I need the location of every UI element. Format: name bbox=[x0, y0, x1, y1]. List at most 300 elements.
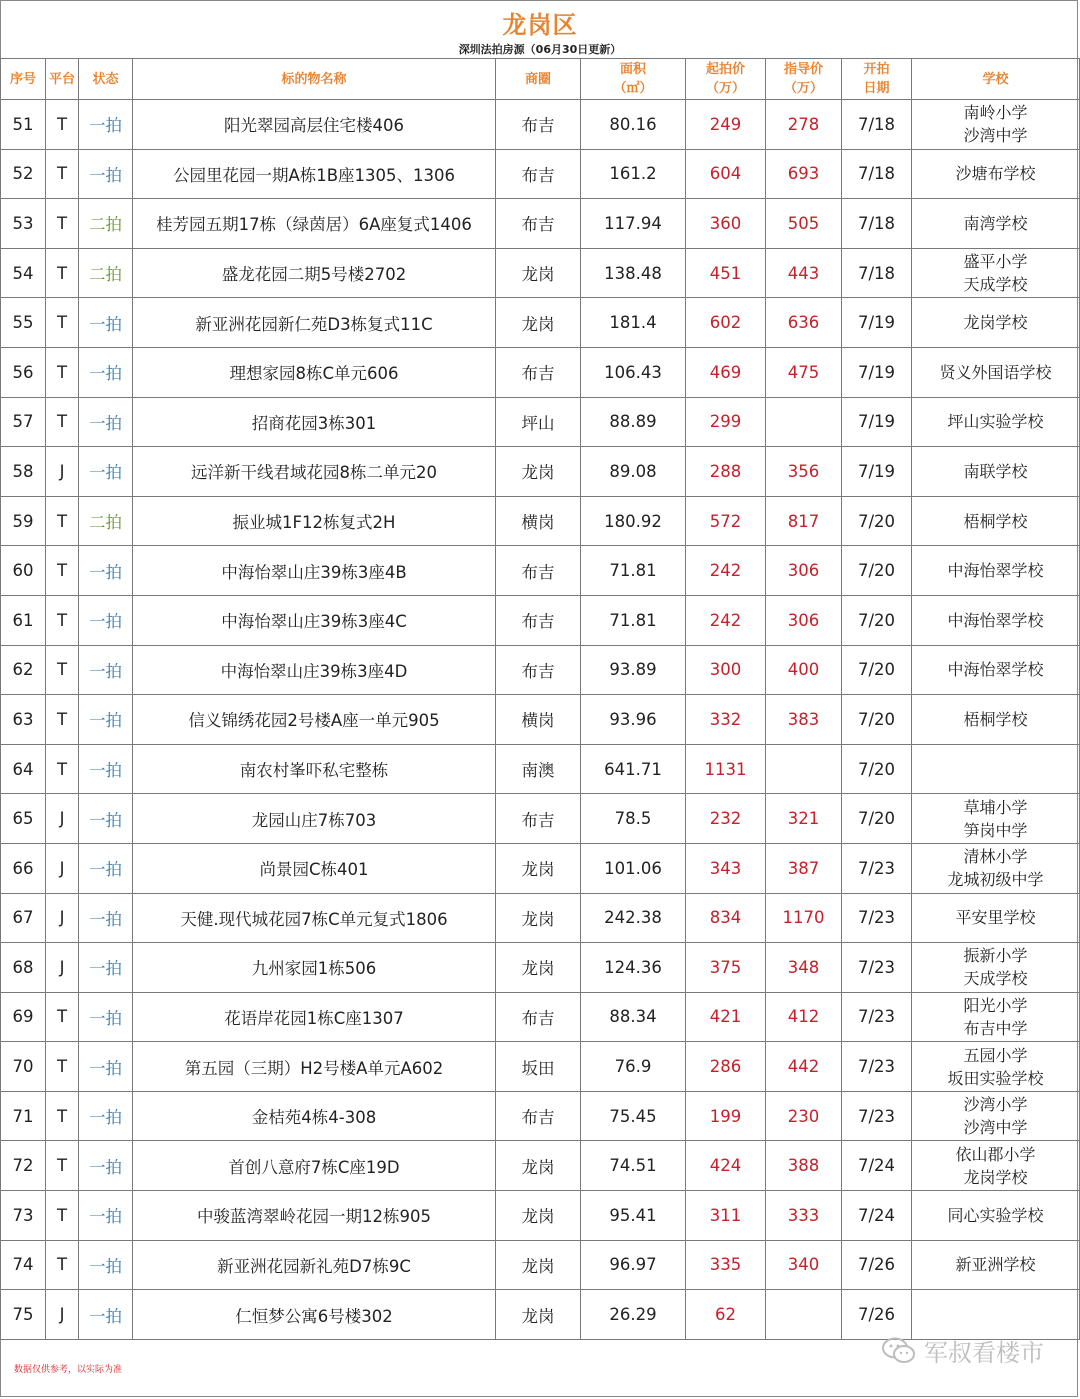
cell-seq: 69 bbox=[1, 992, 46, 1042]
cell-property-name: 第五园（三期）H2号楼A单元A602 bbox=[133, 1042, 496, 1092]
cell-property-name: 龙园山庄7栋703 bbox=[133, 794, 496, 844]
cell-start-price: 299 bbox=[686, 397, 766, 447]
wechat-icon bbox=[882, 1337, 916, 1365]
cell-area: 横岗 bbox=[496, 496, 581, 546]
cell-guide-price: 412 bbox=[766, 992, 842, 1042]
cell-start-price: 572 bbox=[686, 496, 766, 546]
cell-platform: T bbox=[46, 347, 79, 397]
school-line: 南湾学校 bbox=[963, 213, 1028, 233]
cell-seq: 61 bbox=[1, 595, 46, 645]
cell-area: 龙岗 bbox=[496, 1191, 581, 1241]
table-row bbox=[1, 992, 1080, 1042]
cell-start-price: 360 bbox=[686, 199, 766, 249]
cell-date: 7/18 bbox=[842, 100, 912, 150]
cell-area: 布吉 bbox=[496, 645, 581, 695]
cell-date: 7/18 bbox=[842, 149, 912, 199]
cell-guide-price: 230 bbox=[766, 1091, 842, 1141]
cell-seq: 54 bbox=[1, 248, 46, 298]
cell-area: 龙岗 bbox=[496, 893, 581, 943]
cell-property-name: 中海怡翠山庄39栋3座4C bbox=[133, 595, 496, 645]
cell-status: 一拍 bbox=[79, 546, 133, 596]
cell-property-name: 仁恒梦公寓6号楼302 bbox=[133, 1290, 496, 1340]
table-row bbox=[1, 347, 1080, 397]
cell-platform: J bbox=[46, 1290, 79, 1340]
cell-property-name: 远洋新干线君域花园8栋二单元20 bbox=[133, 447, 496, 497]
table-row bbox=[1, 695, 1080, 745]
cell-property-name: 花语岸花园1栋C座1307 bbox=[133, 992, 496, 1042]
cell-school bbox=[912, 1240, 1080, 1290]
cell-status: 一拍 bbox=[79, 298, 133, 348]
table-header-row bbox=[1, 59, 1080, 100]
header-school: 学校 bbox=[912, 59, 1080, 100]
school-line: 贤义外国语学校 bbox=[939, 362, 1052, 382]
school-line: 中海怡翠学校 bbox=[947, 660, 1044, 680]
cell-area: 龙岗 bbox=[496, 943, 581, 993]
cell-school bbox=[912, 149, 1080, 199]
cell-status: 一拍 bbox=[79, 992, 133, 1042]
cell-property-name: 盛龙花园二期5号楼2702 bbox=[133, 248, 496, 298]
cell-status: 一拍 bbox=[79, 397, 133, 447]
table-row bbox=[1, 298, 1080, 348]
school-line: 清林小学 bbox=[963, 847, 1028, 867]
cell-seq: 62 bbox=[1, 645, 46, 695]
table-row bbox=[1, 199, 1080, 249]
cell-seq: 66 bbox=[1, 843, 46, 893]
cell-school bbox=[912, 447, 1080, 497]
school-line: 沙湾中学 bbox=[963, 1118, 1028, 1138]
cell-school bbox=[912, 645, 1080, 695]
cell-guide-price: 387 bbox=[766, 843, 842, 893]
cell-platform: T bbox=[46, 595, 79, 645]
school-line: 新亚洲学校 bbox=[955, 1255, 1036, 1275]
cell-platform: J bbox=[46, 893, 79, 943]
cell-area: 布吉 bbox=[496, 546, 581, 596]
header-date: 开拍 日期 bbox=[842, 59, 912, 100]
header-status: 状态 bbox=[79, 59, 133, 100]
table-row bbox=[1, 149, 1080, 199]
cell-area: 龙岗 bbox=[496, 248, 581, 298]
school-line: 布吉中学 bbox=[963, 1018, 1028, 1038]
school-line: 笋岗中学 bbox=[963, 820, 1028, 840]
table-row bbox=[1, 496, 1080, 546]
cell-guide-price: 693 bbox=[766, 149, 842, 199]
cell-platform: T bbox=[46, 1042, 79, 1092]
cell-area: 布吉 bbox=[496, 100, 581, 150]
cell-start-price: 451 bbox=[686, 248, 766, 298]
cell-platform: T bbox=[46, 645, 79, 695]
cell-area: 坪山 bbox=[496, 397, 581, 447]
cell-start-price: 62 bbox=[686, 1290, 766, 1340]
listing-table bbox=[0, 58, 1080, 1340]
cell-guide-price: 306 bbox=[766, 595, 842, 645]
cell-size: 71.81 bbox=[581, 546, 686, 596]
school-line: 天成学校 bbox=[963, 275, 1028, 295]
cell-platform: T bbox=[46, 397, 79, 447]
cell-status: 一拍 bbox=[79, 1141, 133, 1191]
table-row bbox=[1, 595, 1080, 645]
cell-platform: T bbox=[46, 1240, 79, 1290]
cell-status: 一拍 bbox=[79, 1191, 133, 1241]
cell-area: 龙岗 bbox=[496, 1240, 581, 1290]
table-row bbox=[1, 893, 1080, 943]
school-line: 盛平小学 bbox=[963, 252, 1028, 272]
school-line: 中海怡翠学校 bbox=[947, 610, 1044, 630]
school-line: 龙岗学校 bbox=[963, 313, 1028, 333]
cell-start-price: 249 bbox=[686, 100, 766, 150]
school-line: 同心实验学校 bbox=[947, 1205, 1044, 1225]
cell-date: 7/20 bbox=[842, 546, 912, 596]
cell-status: 一拍 bbox=[79, 149, 133, 199]
cell-status: 一拍 bbox=[79, 843, 133, 893]
cell-property-name: 桂芳园五期17栋（绿茵居）6A座复式1406 bbox=[133, 199, 496, 249]
school-line: 梧桐学校 bbox=[963, 511, 1028, 531]
cell-size: 93.96 bbox=[581, 695, 686, 745]
cell-date: 7/23 bbox=[842, 843, 912, 893]
cell-school bbox=[912, 1042, 1080, 1092]
cell-size: 181.4 bbox=[581, 298, 686, 348]
cell-date: 7/20 bbox=[842, 496, 912, 546]
header-seq: 序号 bbox=[1, 59, 46, 100]
cell-status: 一拍 bbox=[79, 1240, 133, 1290]
cell-area: 龙岗 bbox=[496, 447, 581, 497]
cell-property-name: 招商花园3栋301 bbox=[133, 397, 496, 447]
cell-guide-price: 505 bbox=[766, 199, 842, 249]
table-row bbox=[1, 794, 1080, 844]
cell-size: 89.08 bbox=[581, 447, 686, 497]
cell-area: 横岗 bbox=[496, 695, 581, 745]
school-line: 天成学校 bbox=[963, 969, 1028, 989]
page-title: 龙岗区 bbox=[502, 11, 578, 39]
cell-school bbox=[912, 943, 1080, 993]
cell-date: 7/23 bbox=[842, 943, 912, 993]
cell-start-price: 242 bbox=[686, 595, 766, 645]
cell-size: 106.43 bbox=[581, 347, 686, 397]
cell-school bbox=[912, 695, 1080, 745]
cell-start-price: 332 bbox=[686, 695, 766, 745]
cell-date: 7/26 bbox=[842, 1290, 912, 1340]
cell-date: 7/20 bbox=[842, 744, 912, 794]
cell-guide-price: 1170 bbox=[766, 893, 842, 943]
cell-start-price: 335 bbox=[686, 1240, 766, 1290]
cell-size: 180.92 bbox=[581, 496, 686, 546]
cell-size: 138.48 bbox=[581, 248, 686, 298]
cell-school bbox=[912, 744, 1080, 794]
cell-status: 一拍 bbox=[79, 645, 133, 695]
cell-seq: 64 bbox=[1, 744, 46, 794]
cell-school bbox=[912, 496, 1080, 546]
school-line: 平安里学校 bbox=[955, 908, 1036, 928]
school-line: 沙塘布学校 bbox=[955, 164, 1036, 184]
school-line: 沙湾小学 bbox=[963, 1095, 1028, 1115]
cell-date: 7/19 bbox=[842, 397, 912, 447]
page-subtitle: 深圳法拍房源（06月30日更新） bbox=[458, 43, 622, 56]
cell-seq: 53 bbox=[1, 199, 46, 249]
header-platform: 平台 bbox=[46, 59, 79, 100]
cell-date: 7/24 bbox=[842, 1191, 912, 1241]
cell-seq: 67 bbox=[1, 893, 46, 943]
cell-status: 一拍 bbox=[79, 1042, 133, 1092]
cell-date: 7/19 bbox=[842, 347, 912, 397]
cell-seq: 52 bbox=[1, 149, 46, 199]
cell-date: 7/20 bbox=[842, 595, 912, 645]
cell-guide-price: 443 bbox=[766, 248, 842, 298]
school-line: 南岭小学 bbox=[963, 103, 1028, 123]
cell-status: 二拍 bbox=[79, 248, 133, 298]
cell-property-name: 阳光翠园高层住宅楼406 bbox=[133, 100, 496, 150]
cell-property-name: 信义锦绣花园2号楼A座一单元905 bbox=[133, 695, 496, 745]
cell-platform: T bbox=[46, 496, 79, 546]
watermark bbox=[882, 1333, 1044, 1368]
cell-platform: T bbox=[46, 248, 79, 298]
cell-school bbox=[912, 843, 1080, 893]
cell-start-price: 232 bbox=[686, 794, 766, 844]
cell-guide-price bbox=[766, 397, 842, 447]
cell-date: 7/19 bbox=[842, 447, 912, 497]
cell-guide-price: 442 bbox=[766, 1042, 842, 1092]
cell-property-name: 中骏蓝湾翠岭花园一期12栋905 bbox=[133, 1191, 496, 1241]
cell-platform: T bbox=[46, 100, 79, 150]
cell-platform: T bbox=[46, 1091, 79, 1141]
cell-property-name: 新亚洲花园新仁苑D3栋复式11C bbox=[133, 298, 496, 348]
school-line: 梧桐学校 bbox=[963, 709, 1028, 729]
cell-date: 7/19 bbox=[842, 298, 912, 348]
cell-status: 一拍 bbox=[79, 100, 133, 150]
cell-guide-price: 388 bbox=[766, 1141, 842, 1191]
table-row bbox=[1, 843, 1080, 893]
cell-school bbox=[912, 992, 1080, 1042]
cell-date: 7/23 bbox=[842, 1042, 912, 1092]
cell-area: 布吉 bbox=[496, 595, 581, 645]
cell-platform: T bbox=[46, 199, 79, 249]
table-row bbox=[1, 1141, 1080, 1191]
cell-school bbox=[912, 794, 1080, 844]
cell-start-price: 1131 bbox=[686, 744, 766, 794]
cell-status: 一拍 bbox=[79, 744, 133, 794]
cell-area: 布吉 bbox=[496, 149, 581, 199]
cell-size: 117.94 bbox=[581, 199, 686, 249]
cell-school bbox=[912, 546, 1080, 596]
cell-guide-price: 817 bbox=[766, 496, 842, 546]
cell-start-price: 343 bbox=[686, 843, 766, 893]
cell-property-name: 中海怡翠山庄39栋3座4D bbox=[133, 645, 496, 695]
cell-seq: 65 bbox=[1, 794, 46, 844]
cell-status: 一拍 bbox=[79, 893, 133, 943]
cell-area: 南澳 bbox=[496, 744, 581, 794]
school-line: 坪山实验学校 bbox=[947, 412, 1044, 432]
cell-platform: T bbox=[46, 1191, 79, 1241]
cell-date: 7/20 bbox=[842, 645, 912, 695]
cell-size: 93.89 bbox=[581, 645, 686, 695]
cell-guide-price: 400 bbox=[766, 645, 842, 695]
cell-status: 一拍 bbox=[79, 595, 133, 645]
cell-school bbox=[912, 100, 1080, 150]
cell-guide-price bbox=[766, 744, 842, 794]
cell-platform: J bbox=[46, 943, 79, 993]
cell-size: 78.5 bbox=[581, 794, 686, 844]
cell-area: 龙岗 bbox=[496, 298, 581, 348]
cell-platform: T bbox=[46, 744, 79, 794]
cell-seq: 70 bbox=[1, 1042, 46, 1092]
cell-guide-price: 340 bbox=[766, 1240, 842, 1290]
cell-platform: T bbox=[46, 992, 79, 1042]
cell-status: 一拍 bbox=[79, 347, 133, 397]
cell-status: 二拍 bbox=[79, 496, 133, 546]
cell-size: 96.97 bbox=[581, 1240, 686, 1290]
cell-platform: J bbox=[46, 843, 79, 893]
table-row bbox=[1, 100, 1080, 150]
cell-platform: T bbox=[46, 1141, 79, 1191]
cell-platform: T bbox=[46, 149, 79, 199]
cell-property-name: 振业城1F12栋复式2H bbox=[133, 496, 496, 546]
cell-seq: 56 bbox=[1, 347, 46, 397]
cell-size: 88.34 bbox=[581, 992, 686, 1042]
cell-seq: 55 bbox=[1, 298, 46, 348]
cell-start-price: 421 bbox=[686, 992, 766, 1042]
table-row bbox=[1, 943, 1080, 993]
cell-size: 101.06 bbox=[581, 843, 686, 893]
table-row bbox=[1, 447, 1080, 497]
cell-status: 一拍 bbox=[79, 1091, 133, 1141]
cell-size: 124.36 bbox=[581, 943, 686, 993]
cell-date: 7/23 bbox=[842, 992, 912, 1042]
cell-school bbox=[912, 347, 1080, 397]
cell-status: 一拍 bbox=[79, 943, 133, 993]
cell-start-price: 300 bbox=[686, 645, 766, 695]
school-line: 南联学校 bbox=[963, 461, 1028, 481]
school-line: 阳光小学 bbox=[963, 995, 1028, 1015]
cell-guide-price: 321 bbox=[766, 794, 842, 844]
cell-size: 242.38 bbox=[581, 893, 686, 943]
cell-seq: 72 bbox=[1, 1141, 46, 1191]
cell-seq: 59 bbox=[1, 496, 46, 546]
cell-date: 7/20 bbox=[842, 695, 912, 745]
cell-date: 7/24 bbox=[842, 1141, 912, 1191]
cell-school bbox=[912, 1191, 1080, 1241]
header-size: 面积 （㎡） bbox=[581, 59, 686, 100]
cell-size: 95.41 bbox=[581, 1191, 686, 1241]
cell-platform: T bbox=[46, 695, 79, 745]
cell-date: 7/18 bbox=[842, 248, 912, 298]
cell-guide-price: 278 bbox=[766, 100, 842, 150]
school-line: 依山郡小学 bbox=[955, 1144, 1036, 1164]
cell-guide-price: 356 bbox=[766, 447, 842, 497]
school-line: 沙湾中学 bbox=[963, 126, 1028, 146]
header-name: 标的物名称 bbox=[133, 59, 496, 100]
cell-start-price: 604 bbox=[686, 149, 766, 199]
table-row bbox=[1, 1240, 1080, 1290]
cell-date: 7/23 bbox=[842, 893, 912, 943]
cell-school bbox=[912, 248, 1080, 298]
cell-guide-price: 636 bbox=[766, 298, 842, 348]
cell-guide-price: 475 bbox=[766, 347, 842, 397]
cell-start-price: 286 bbox=[686, 1042, 766, 1092]
cell-status: 二拍 bbox=[79, 199, 133, 249]
cell-platform: T bbox=[46, 546, 79, 596]
table-row bbox=[1, 1290, 1080, 1340]
cell-seq: 74 bbox=[1, 1240, 46, 1290]
cell-date: 7/23 bbox=[842, 1091, 912, 1141]
cell-property-name: 南农村峯吓私宅整栋 bbox=[133, 744, 496, 794]
school-line: 五园小学 bbox=[963, 1045, 1028, 1065]
table-row bbox=[1, 1042, 1080, 1092]
cell-area: 布吉 bbox=[496, 1091, 581, 1141]
school-line: 中海怡翠学校 bbox=[947, 561, 1044, 581]
school-line: 草埔小学 bbox=[963, 797, 1028, 817]
cell-seq: 57 bbox=[1, 397, 46, 447]
school-line: 龙城初级中学 bbox=[947, 870, 1044, 890]
cell-status: 一拍 bbox=[79, 447, 133, 497]
table-row bbox=[1, 1091, 1080, 1141]
cell-size: 74.51 bbox=[581, 1141, 686, 1191]
table-row bbox=[1, 248, 1080, 298]
cell-start-price: 602 bbox=[686, 298, 766, 348]
cell-property-name: 公园里花园一期A栋1B座1305、1306 bbox=[133, 149, 496, 199]
cell-start-price: 375 bbox=[686, 943, 766, 993]
cell-seq: 73 bbox=[1, 1191, 46, 1241]
school-line: 坂田实验学校 bbox=[947, 1068, 1044, 1088]
cell-school bbox=[912, 298, 1080, 348]
cell-status: 一拍 bbox=[79, 1290, 133, 1340]
cell-area: 坂田 bbox=[496, 1042, 581, 1092]
cell-size: 71.81 bbox=[581, 595, 686, 645]
cell-area: 布吉 bbox=[496, 199, 581, 249]
table-row bbox=[1, 744, 1080, 794]
watermark-text: 军叔看楼市 bbox=[924, 1339, 1044, 1367]
cell-size: 161.2 bbox=[581, 149, 686, 199]
cell-size: 80.16 bbox=[581, 100, 686, 150]
cell-area: 龙岗 bbox=[496, 843, 581, 893]
cell-seq: 71 bbox=[1, 1091, 46, 1141]
table-row bbox=[1, 546, 1080, 596]
disclaimer-note: 数据仅供参考，以实际为准 bbox=[14, 1365, 123, 1375]
cell-property-name: 金桔苑4栋4-308 bbox=[133, 1091, 496, 1141]
cell-school bbox=[912, 1290, 1080, 1340]
header-guide-price: 指导价 （万） bbox=[766, 59, 842, 100]
cell-property-name: 新亚洲花园新礼苑D7栋9C bbox=[133, 1240, 496, 1290]
cell-school bbox=[912, 1091, 1080, 1141]
cell-school bbox=[912, 397, 1080, 447]
cell-guide-price: 306 bbox=[766, 546, 842, 596]
cell-start-price: 424 bbox=[686, 1141, 766, 1191]
cell-date: 7/18 bbox=[842, 199, 912, 249]
cell-platform: T bbox=[46, 298, 79, 348]
cell-area: 龙岗 bbox=[496, 1290, 581, 1340]
cell-property-name: 九州家园1栋506 bbox=[133, 943, 496, 993]
cell-size: 75.45 bbox=[581, 1091, 686, 1141]
cell-start-price: 311 bbox=[686, 1191, 766, 1241]
cell-start-price: 242 bbox=[686, 546, 766, 596]
cell-seq: 51 bbox=[1, 100, 46, 150]
cell-date: 7/26 bbox=[842, 1240, 912, 1290]
cell-status: 一拍 bbox=[79, 695, 133, 745]
cell-size: 26.29 bbox=[581, 1290, 686, 1340]
cell-seq: 58 bbox=[1, 447, 46, 497]
cell-property-name: 理想家园8栋C单元606 bbox=[133, 347, 496, 397]
cell-size: 641.71 bbox=[581, 744, 686, 794]
cell-start-price: 469 bbox=[686, 347, 766, 397]
cell-guide-price: 383 bbox=[766, 695, 842, 745]
cell-seq: 68 bbox=[1, 943, 46, 993]
cell-start-price: 834 bbox=[686, 893, 766, 943]
cell-school bbox=[912, 1141, 1080, 1191]
cell-platform: J bbox=[46, 794, 79, 844]
header-start-price: 起拍价 （万） bbox=[686, 59, 766, 100]
table-row bbox=[1, 645, 1080, 695]
cell-guide-price bbox=[766, 1290, 842, 1340]
cell-start-price: 199 bbox=[686, 1091, 766, 1141]
cell-status: 一拍 bbox=[79, 794, 133, 844]
cell-property-name: 尚景园C栋401 bbox=[133, 843, 496, 893]
